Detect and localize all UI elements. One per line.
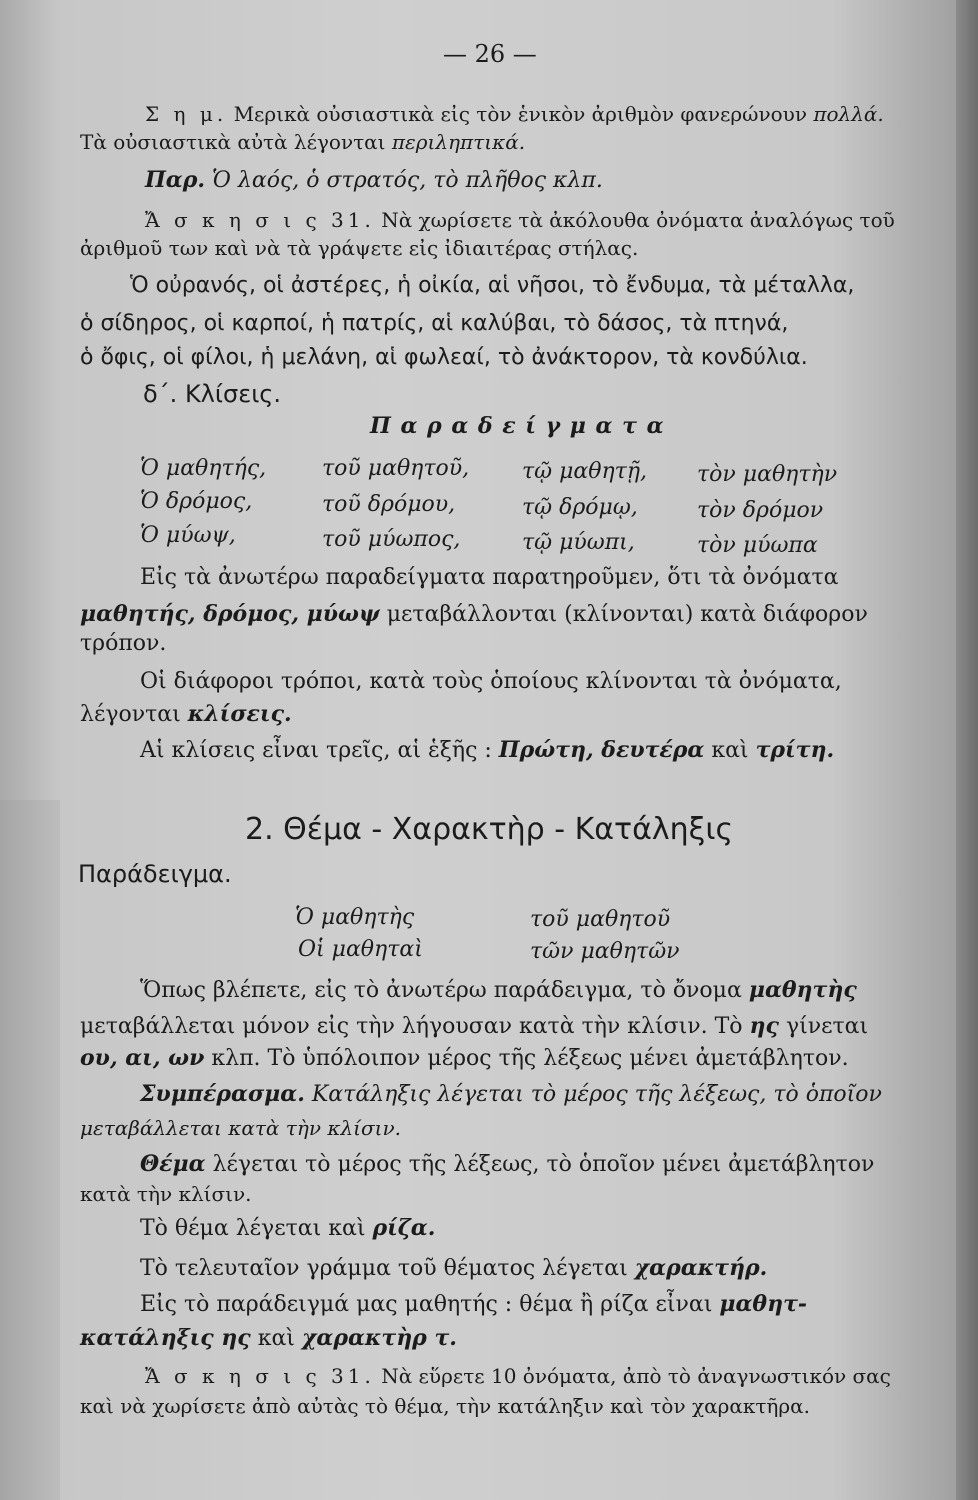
table-cell: τὸν μύωπα bbox=[697, 533, 818, 558]
exercise-2-line-2: καὶ νὰ χωρίσετε ἀπὸ αὐτὰς τὸ θέμα, τὴν κατάληξιν καὶ τὸν χαρακτῆρα. bbox=[80, 1394, 811, 1418]
table-cell: τοῦ μαθητοῦ, bbox=[322, 456, 470, 481]
exercise-2-label: Ἄ σ κ η σ ι ς 31. bbox=[145, 1364, 375, 1388]
word-list-line-1: Ὁ οὐρανός, οἱ ἀστέρες, ἡ οἰκία, αἱ νῆσοι, τὸ ἔνδυμα, τὰ μέταλλα, bbox=[130, 273, 855, 298]
s2-p1-text-2a: μεταβάλλεται μόνον εἰς τὴν λήγουσαν κατὰ τὴν κλίσιν. Τὸ bbox=[80, 1014, 743, 1039]
exercise-2-text-1: Νὰ εὕρετε 10 ὀνόματα, ἀπὸ τὸ ἀναγνωστικόν σας bbox=[381, 1364, 891, 1388]
exercise-1-line-2: ἀριθμοῦ των καὶ νὰ τὰ γράψετε εἰς ἰδιαιτέρας στήλας. bbox=[80, 236, 639, 260]
riza-emph: ρίζα. bbox=[372, 1215, 436, 1241]
thema-line-2: κατὰ τὴν κλίσιν. bbox=[80, 1182, 252, 1206]
s2-p1-text-3: κλπ. Τὸ ὑπόλοιπον μέρος τῆς λέξεως μένει ἀμετάβλητον. bbox=[211, 1046, 849, 1071]
note-line-1 bbox=[145, 100, 884, 128]
thema-text-1: λέγεται τὸ μέρος τῆς λέξεως, τὸ ὁποῖον μένει ἀμετάβλητον bbox=[212, 1152, 875, 1177]
section-2-heading: 2. Θέμα - Χαρακτὴρ - Κατάληξις bbox=[245, 812, 734, 847]
example-1-text: Ὁ λαός, ὁ στρατός, τὸ πλῆθος κλπ. bbox=[212, 168, 603, 193]
table-cell: Ὁ μύωψ, bbox=[140, 523, 236, 548]
para-3 bbox=[140, 736, 834, 765]
char-text: Τὸ τελευταῖον γράμμα τοῦ θέματος λέγεται bbox=[140, 1256, 628, 1281]
exercise-1-label: Ἄ σ κ η σ ι ς 31. bbox=[145, 208, 375, 232]
example-row-1-col-1: Ὁ μαθητὴς bbox=[295, 905, 415, 930]
ex-emph-2: κατάληξις ης bbox=[80, 1325, 251, 1351]
page-number: — 26 — bbox=[443, 40, 537, 68]
conclusion-line-2: μεταβάλλεται κατὰ τὴν κλίσιν. bbox=[80, 1116, 401, 1140]
s2-p1-emph-3: ου, αι, ων bbox=[80, 1045, 205, 1071]
riza-line bbox=[140, 1214, 435, 1243]
note-emph-2: περιληπτικά. bbox=[391, 130, 526, 154]
riza-text: Τὸ θέμα λέγεται καὶ bbox=[140, 1216, 366, 1241]
section-d-heading: δ΄. Κλίσεις. bbox=[143, 380, 282, 408]
s2-p1-text-1: Ὅπως βλέπετε, εἰς τὸ ἀνωτέρω παράδειγμα, τὸ ὄνομα bbox=[140, 978, 742, 1003]
conclusion-line-1 bbox=[140, 1080, 882, 1109]
ex-text-2: καὶ bbox=[257, 1326, 295, 1351]
thema-line-1 bbox=[140, 1150, 874, 1179]
note-text-1: Μερικὰ οὐσιαστικὰ εἰς τὸν ἑνικὸν ἀριθμὸν φανερώνουν bbox=[233, 102, 807, 126]
para-2-line-1: Οἱ διάφοροι τρόποι, κατὰ τοὺς ὁποίους κλίνονται τὰ ὀνόματα, bbox=[140, 669, 842, 694]
section-2-example-label: Παράδειγμα. bbox=[78, 860, 232, 888]
exercise-2-line-1 bbox=[145, 1362, 891, 1390]
exercise-1-line-1 bbox=[145, 206, 895, 234]
para-2-emph: κλίσεις. bbox=[187, 701, 292, 727]
note-emph-1: πολλά. bbox=[813, 102, 884, 126]
ex-text-1: Εἰς τὸ παράδειγμά μας μαθητής : θέμα ἢ ρίζα εἶναι bbox=[140, 1292, 713, 1317]
ex-line-1 bbox=[140, 1290, 807, 1319]
example-row-2-col-1: Οἱ μαθηταὶ bbox=[298, 937, 423, 962]
example-1-label: Παρ. bbox=[145, 167, 206, 193]
exercise-1-text-1: Νὰ χωρίσετε τὰ ἀκόλουθα ὀνόματα ἀναλόγως τοῦ bbox=[381, 208, 895, 232]
para-3-emph-1: Πρώτη, δευτέρα bbox=[498, 737, 705, 763]
word-list-line-3: ὁ ὄφις, οἱ φίλοι, ἡ μελάνη, αἱ φωλεαί, τὸ ἀνάκτορον, τὰ κονδύλια. bbox=[80, 345, 808, 370]
s2-p1-line-1 bbox=[140, 976, 857, 1005]
section-d-subheading: Π α ρ α δ ε ί γ μ α τ α bbox=[370, 413, 665, 439]
page-edge-shadow bbox=[956, 0, 978, 1500]
example-1 bbox=[145, 166, 603, 195]
para-1-text-2: μεταβάλλονται (κλίνονται) κατὰ διάφορον bbox=[386, 602, 868, 627]
word-list-line-2: ὁ σίδηρος, οἱ καρποί, ἡ πατρίς, αἱ καλύβαι, τὸ δάσος, τὰ πτηνά, bbox=[80, 311, 789, 336]
s2-p1-line-2 bbox=[80, 1012, 868, 1041]
para-3-emph-2: τρίτη. bbox=[755, 737, 835, 763]
ex-line-2 bbox=[80, 1324, 457, 1353]
para-1-line-1: Εἰς τὰ ἀνωτέρω παραδείγματα παρατηροῦμεν, ὅτι τὰ ὀνόματα bbox=[140, 565, 839, 590]
s2-p1-emph-1: μαθητὴς bbox=[748, 977, 857, 1003]
char-emph: χαρακτήρ. bbox=[634, 1255, 768, 1281]
para-3-and: καὶ bbox=[711, 738, 749, 763]
example-row-2-col-2: τῶν μαθητῶν bbox=[530, 939, 680, 964]
s2-p1-line-3 bbox=[80, 1044, 849, 1073]
table-cell: τῷ δρόμῳ, bbox=[522, 495, 638, 520]
table-cell: τῷ μαθητῇ, bbox=[522, 459, 648, 484]
s2-p1-emph-2: ης bbox=[749, 1013, 779, 1039]
conclusion-text-1: Κατάληξις λέγεται τὸ μέρος τῆς λέξεως, τὸ ὁποῖον bbox=[311, 1082, 882, 1107]
table-cell: τῷ μύωπι, bbox=[522, 530, 635, 555]
para-2-text-2: λέγονται bbox=[80, 702, 181, 727]
para-1-line-3: τρόπον. bbox=[80, 631, 167, 656]
example-row-1-col-2: τοῦ μαθητοῦ bbox=[530, 907, 671, 932]
page-fold-shadow bbox=[0, 800, 60, 1500]
thema-label: Θέμα bbox=[140, 1151, 206, 1177]
ex-emph-1: μαθητ- bbox=[719, 1291, 808, 1317]
table-cell: τοῦ δρόμου, bbox=[322, 492, 456, 517]
table-cell: Ὁ μαθητής, bbox=[140, 456, 267, 481]
table-cell: τὸν δρόμον bbox=[697, 498, 824, 523]
para-1-emph: μαθητής, δρόμος, μύωψ bbox=[80, 601, 380, 627]
char-line bbox=[140, 1254, 767, 1283]
conclusion-label: Συμπέρασμα. bbox=[140, 1081, 305, 1107]
table-cell: τὸν μαθητὴν bbox=[697, 462, 838, 487]
table-cell: Ὁ δρόμος, bbox=[140, 489, 253, 514]
note-prefix: Σ η μ. bbox=[145, 102, 228, 126]
para-1-line-2 bbox=[80, 600, 868, 629]
note-line-2 bbox=[80, 128, 525, 156]
ex-emph-3: χαρακτὴρ τ. bbox=[301, 1325, 457, 1351]
s2-p1-text-2b: γίνεται bbox=[785, 1014, 869, 1039]
para-3-text: Αἱ κλίσεις εἶναι τρεῖς, αἱ ἑξῆς : bbox=[140, 738, 492, 763]
note-text-2: Τὰ οὐσιαστικὰ αὐτὰ λέγονται bbox=[80, 130, 386, 154]
para-2-line-2 bbox=[80, 700, 292, 729]
table-cell: τοῦ μύωπος, bbox=[322, 527, 461, 552]
